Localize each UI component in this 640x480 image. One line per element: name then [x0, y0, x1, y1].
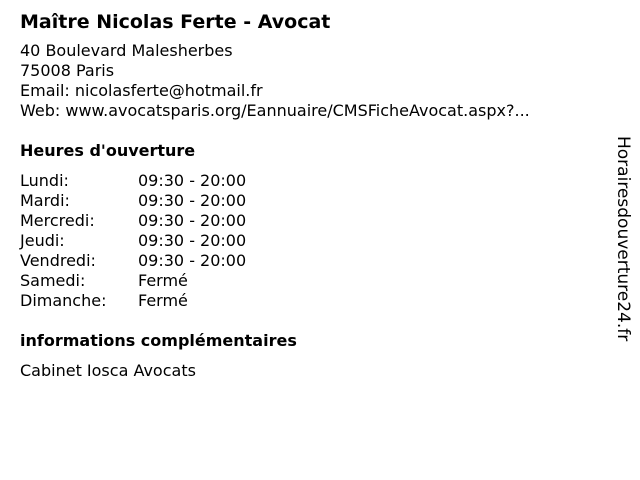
hours-row-thursday	[20, 231, 600, 251]
page-title: Maître Nicolas Ferte - Avocat	[20, 11, 331, 33]
hours-row-friday	[20, 251, 600, 271]
day-label: Lundi:	[20, 171, 69, 190]
opening-hours-heading: Heures d'ouverture	[20, 141, 196, 160]
opening-hours-list	[20, 171, 600, 311]
site-watermark: Horairesdouverture24.fr	[613, 136, 633, 342]
time-value: Fermé	[138, 271, 188, 290]
hours-row-saturday	[20, 271, 600, 291]
additional-info-text: Cabinet Iosca Avocats	[20, 361, 196, 380]
hours-row-tuesday	[20, 191, 600, 211]
hours-row-wednesday	[20, 211, 600, 231]
address-city: 75008 Paris	[20, 61, 115, 80]
business-card	[20, 9, 600, 381]
time-value: 09:30 - 20:00	[138, 231, 247, 250]
hours-row-monday	[20, 171, 600, 191]
additional-info-heading: informations complémentaires	[20, 331, 297, 350]
time-value: 09:30 - 20:00	[138, 211, 247, 230]
day-label: Mardi:	[20, 191, 70, 210]
website-line[interactable]: Web: www.avocatsparis.org/Eannuaire/CMSFicheAvocat.aspx?...	[20, 101, 530, 120]
hours-row-sunday	[20, 291, 600, 311]
time-value: Fermé	[138, 291, 188, 310]
address-block	[20, 41, 600, 121]
address-street: 40 Boulevard Malesherbes	[20, 41, 233, 60]
email-line[interactable]: Email: nicolasferte@hotmail.fr	[20, 81, 263, 100]
time-value: 09:30 - 20:00	[138, 251, 247, 270]
time-value: 09:30 - 20:00	[138, 191, 247, 210]
day-label: Samedi:	[20, 271, 86, 290]
day-label: Vendredi:	[20, 251, 96, 270]
day-label: Dimanche:	[20, 291, 107, 310]
time-value: 09:30 - 20:00	[138, 171, 247, 190]
day-label: Jeudi:	[20, 231, 65, 250]
day-label: Mercredi:	[20, 211, 95, 230]
